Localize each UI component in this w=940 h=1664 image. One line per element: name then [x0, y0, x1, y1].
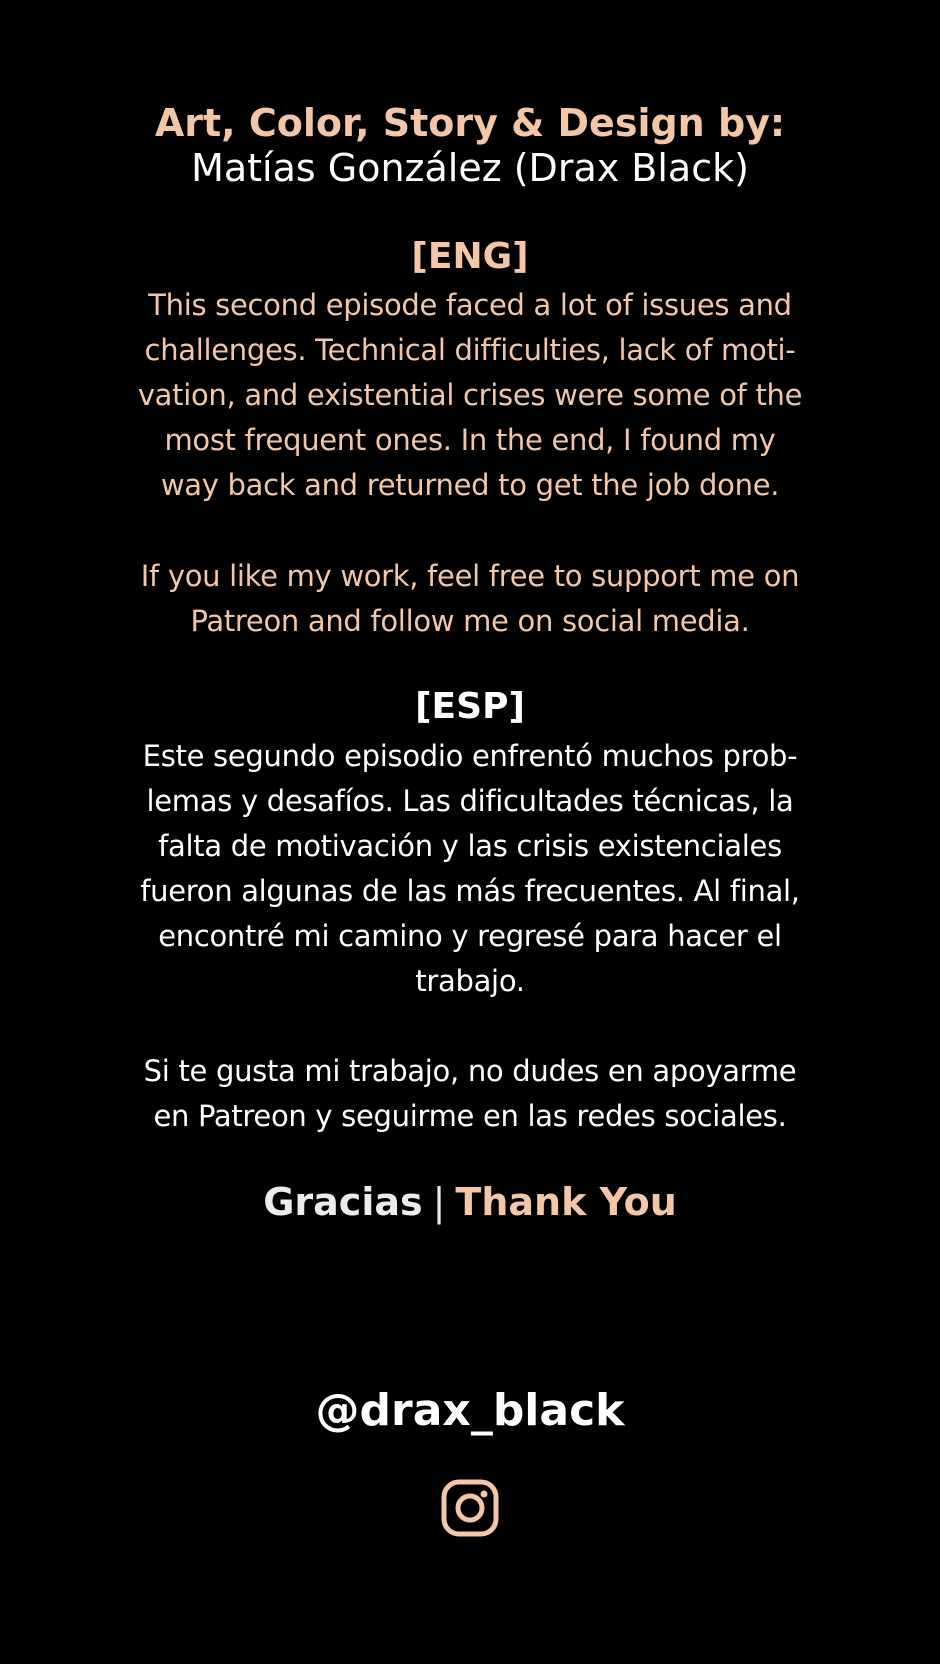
- thanks-line: [0, 1177, 940, 1227]
- spanish-section-tag: [ESP]: [415, 686, 525, 727]
- credits-heading: Art, Color, Story & Design by:: [154, 101, 786, 145]
- spanish-paragraph-2: Si te gusta mi trabajo, no dudes en apoyarme en Patreon y seguirme en las redes sociales.: [143, 1054, 797, 1133]
- author-name: Matías González (Drax Black): [191, 146, 749, 190]
- english-paragraph-2: If you like my work, feel free to support me on Patreon and follow me on social media.: [140, 559, 800, 638]
- spanish-paragraph-1: Este segundo episodio enfrentó muchos prob- lemas y desafíos. Las dificultades técnicas, la falta de motivación y las crisis existenciales fueron algunas de las más frecuentes. Al final, encontré mi camino y regresé para hacer el trabajo.: [140, 739, 800, 998]
- social-handle[interactable]: @drax_black: [315, 1385, 625, 1436]
- thanks-separator: |: [432, 1180, 446, 1224]
- thanks-spanish: Gracias: [263, 1180, 423, 1224]
- english-section-tag: [ENG]: [411, 236, 529, 277]
- thanks-english: Thank You: [455, 1180, 677, 1224]
- instagram-icon[interactable]: [440, 1478, 500, 1538]
- english-paragraph-1: This second episode faced a lot of issues and challenges. Technical difficulties, lack of moti- vation, and existential crises were some of the most frequent ones. In the end, I found my way back and returned to get the job done.: [137, 288, 803, 502]
